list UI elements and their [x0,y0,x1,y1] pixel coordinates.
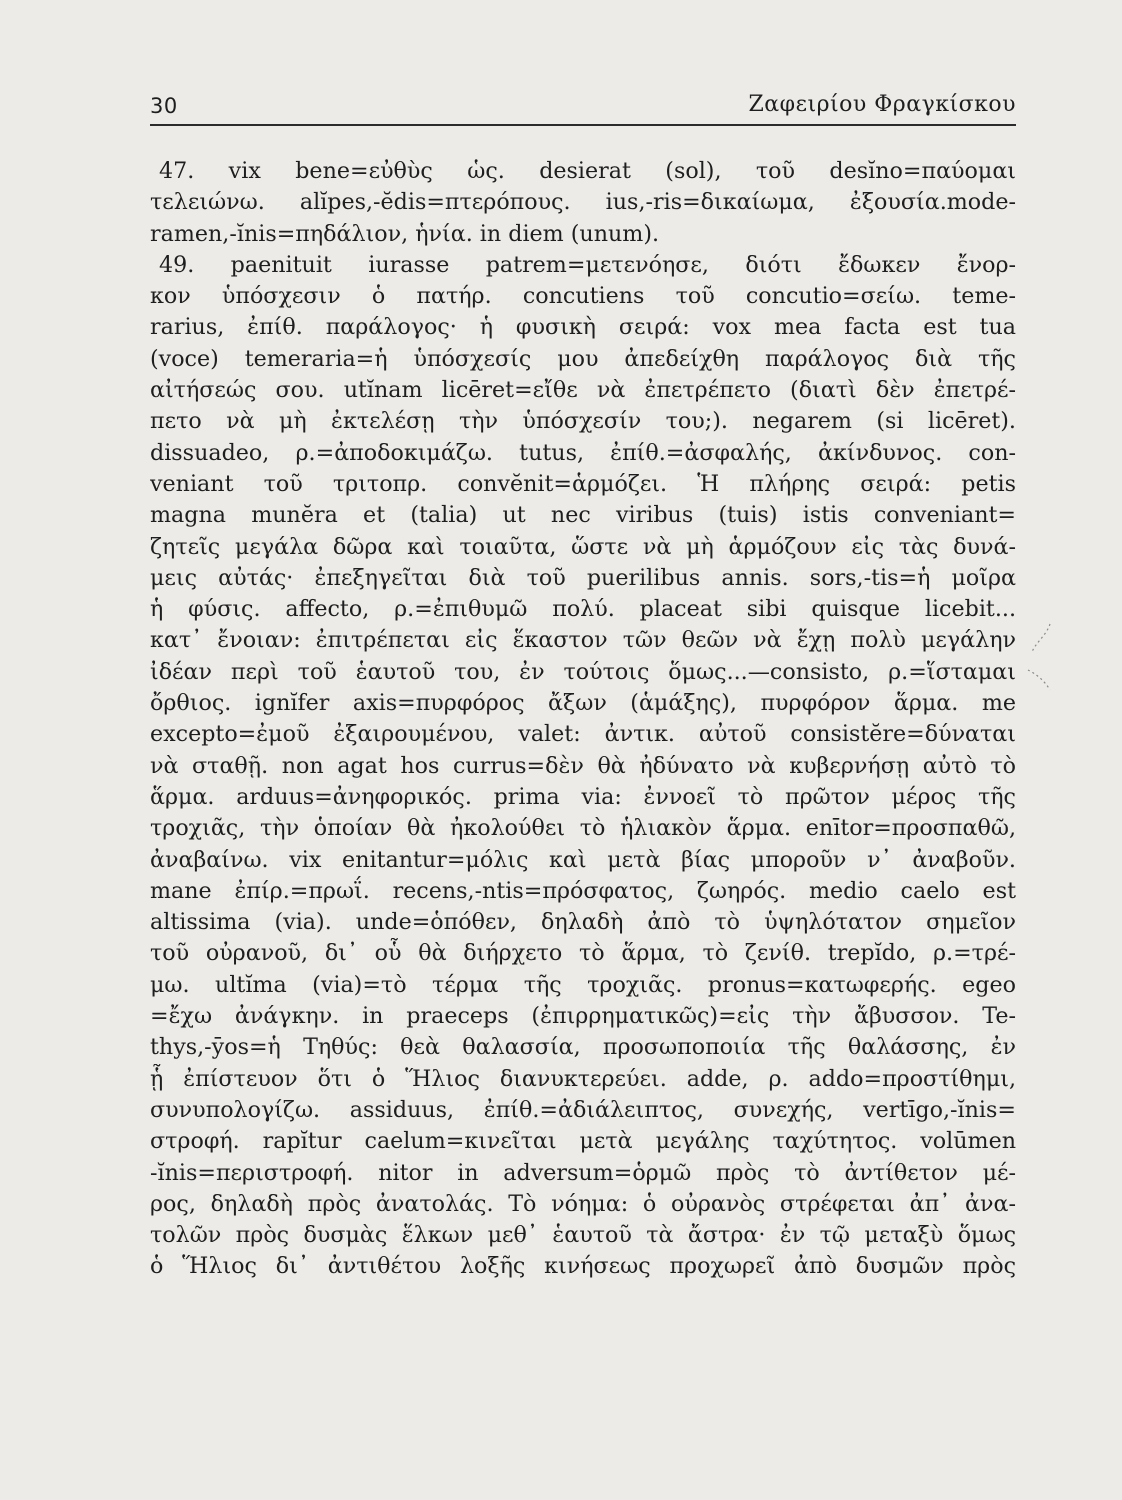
pencil-margin-mark [1024,622,1054,692]
text-line: =ἔχω ἀνάγκην. in praeceps (ἐπιρρηματικῶς)=εἰς τὴν ἄβυσσον. Te- [150,1003,1016,1030]
text-line: ramen,-ĭnis=πηδάλιον, ἡνία. in diem (unum). [150,220,660,247]
text-line: 47. vix bene=εὐθὺς ὡς. desierat (sol), τοῦ desĭno=παύομαι [159,158,1016,184]
text-line: ἡ φύσις. affecto, ρ.=ἐπιθυμῶ πολύ. placeat sibi quisque licebit... [150,596,1016,623]
text-line: αἰτήσεώς σου. utĭnam licēret=εἴθε νὰ ἐπετρέπετο (διατὶ δὲν ἐπετρέ- [150,377,1016,404]
text-line: τολῶν πρὸς δυσμὰς ἕλκων μεθ᾽ ἑαυτοῦ τὰ ἄστρα· ἐν τῷ μεταξὺ ὅμως [150,1222,1016,1249]
text-line: ἅρμα. arduus=ἀνηφορικός. prima via: ἐννοεῖ τὸ πρῶτον μέρος τῆς [150,783,1016,810]
text-line: ρος, δηλαδὴ πρὸς ἀνατολάς. Τὸ νόημα: ὁ οὐρανὸς στρέφεται ἀπ᾽ ἀνα- [150,1190,1016,1217]
text-line: μω. ultĭma (via)=τὸ τέρμα τῆς τροχιᾶς. pronus=κατωφερής. egeo [150,971,1016,998]
text-line: excepto=ἐμοῦ ἐξαιρουμένου, valet: ἀντικ. αὐτοῦ consistĕre=δύναται [150,721,1016,748]
text-line: dissuadeo, ρ.=ἀποδοκιμάζω. tutus, ἐπίθ.=ἀσφαλής, ἀκίνδυνος. con- [150,439,1016,466]
text-line: τοῦ οὐρανοῦ, δι᾽ οὗ θὰ διήρχετο τὸ ἅρμα, τὸ ζενίθ. trepĭdo, ρ.=τρέ- [150,940,1016,967]
text-line: νὰ σταθῇ. non agat hos currus=δὲν θὰ ἠδύνατο νὰ κυβερνήσῃ αὐτὸ τὸ [150,752,1016,779]
running-title: Ζαφειρίου Φραγκίσκου [748,92,1016,117]
text-line: ἰδέαν περὶ τοῦ ἑαυτοῦ του, ἐν τούτοις ὅμως...—consisto, ρ.=ἵσταμαι [150,658,1016,685]
text-line: ᾗ ἐπίστευον ὅτι ὁ Ἥλιος διανυκτερεύει. adde, ρ. addo=προστίθημι, [150,1065,1016,1092]
text-line: κον ὑπόσχεσιν ὁ πατήρ. concutiens τοῦ concutio=σείω. teme- [150,283,1016,310]
text-line: (voce) temeraria=ἡ ὑπόσχεσίς μου ἀπεδείχθη παράλογος διὰ τῆς [150,345,1016,372]
text-line: κατ᾽ ἔνοιαν: ἐπιτρέπεται εἰς ἕκαστον τῶν θεῶν νὰ ἔχῃ πολὺ μεγάλην [150,627,1016,654]
text-line: τροχιᾶς, τὴν ὁποίαν θὰ ἠκολούθει τὸ ἡλιακὸν ἅρμα. enītor=προσπαθῶ, [150,815,1016,842]
page-header [150,88,1016,126]
text-line: rarius, ἐπίθ. παράλογος· ἡ φυσικὴ σειρά: vox mea facta est tua [150,314,1016,341]
text-line: magna munĕra et (talia) ut nec viribus (tuis) istis conveniant= [150,502,1016,529]
text-line: ὁ Ἥλιος δι᾽ ἀντιθέτου λοξῆς κινήσεως προχωρεῖ ἀπὸ δυσμῶν πρὸς [150,1253,1016,1280]
text-line: thys,-ȳos=ἡ Τηθύς: θεὰ θαλασσία, προσωποποιία τῆς θαλάσσης, ἐν [150,1034,1016,1061]
text-line: συνυπολογίζω. assiduus, ἐπίθ.=ἀδιάλειπτος, συνεχής, vertīgo,-ĭnis= [150,1096,1016,1123]
text-line: altissima (via). unde=ὁπόθεν, δηλαδὴ ἀπὸ τὸ ὑψηλότατον σημεῖον [150,909,1016,936]
page-number: 30 [150,94,178,118]
text-line: 49. paenituit iurasse patrem=μετενόησε, διότι ἔδωκεν ἔνορ- [159,251,1016,278]
text-line: μεις αὐτάς· ἐπεξηγεῖται διὰ τοῦ puerilibus annis. sors,-tis=ἡ μοῖρα [150,564,1016,591]
text-line: -ĭnis=περιστροφή. nitor in adversum=ὁρμῶ πρὸς τὸ ἀντίθετον μέ- [150,1159,1016,1186]
text-line: mane ἐπίρ.=πρωΐ. recens,-ntis=πρόσφατος, ζωηρός. medio caelo est [150,877,1016,904]
commentary-text [150,156,1016,1283]
text-line: veniant τοῦ τριτοπρ. convĕnit=ἁρμόζει. Ἡ πλήρης σειρά: petis [150,470,1016,497]
text-line: ἀναβαίνω. vix enitantur=μόλις καὶ μετὰ βίας μποροῦν ν᾽ ἀναβοῦν. [150,846,1016,873]
text-line: ζητεῖς μεγάλα δῶρα καὶ τοιαῦτα, ὥστε νὰ μὴ ἁρμόζουν εἰς τὰς δυνά- [150,533,1016,560]
text-line: πετο νὰ μὴ ἐκτελέσῃ τὴν ὑπόσχεσίν του;). negarem (si licēret). [150,408,1016,435]
text-line: ὄρθιος. ignĭfer axis=πυρφόρος ἄξων (ἁμάξης), πυρφόρον ἅρμα. me [150,690,1016,717]
text-line: στροφή. rapĭtur caelum=κινεῖται μετὰ μεγάλης ταχύτητος. volūmen [150,1128,1016,1155]
text-line: τελειώνω. alĭpes,-ĕdis=πτερόπους. ius,-ris=δικαίωμα, ἐξουσία.mode- [150,189,1016,216]
